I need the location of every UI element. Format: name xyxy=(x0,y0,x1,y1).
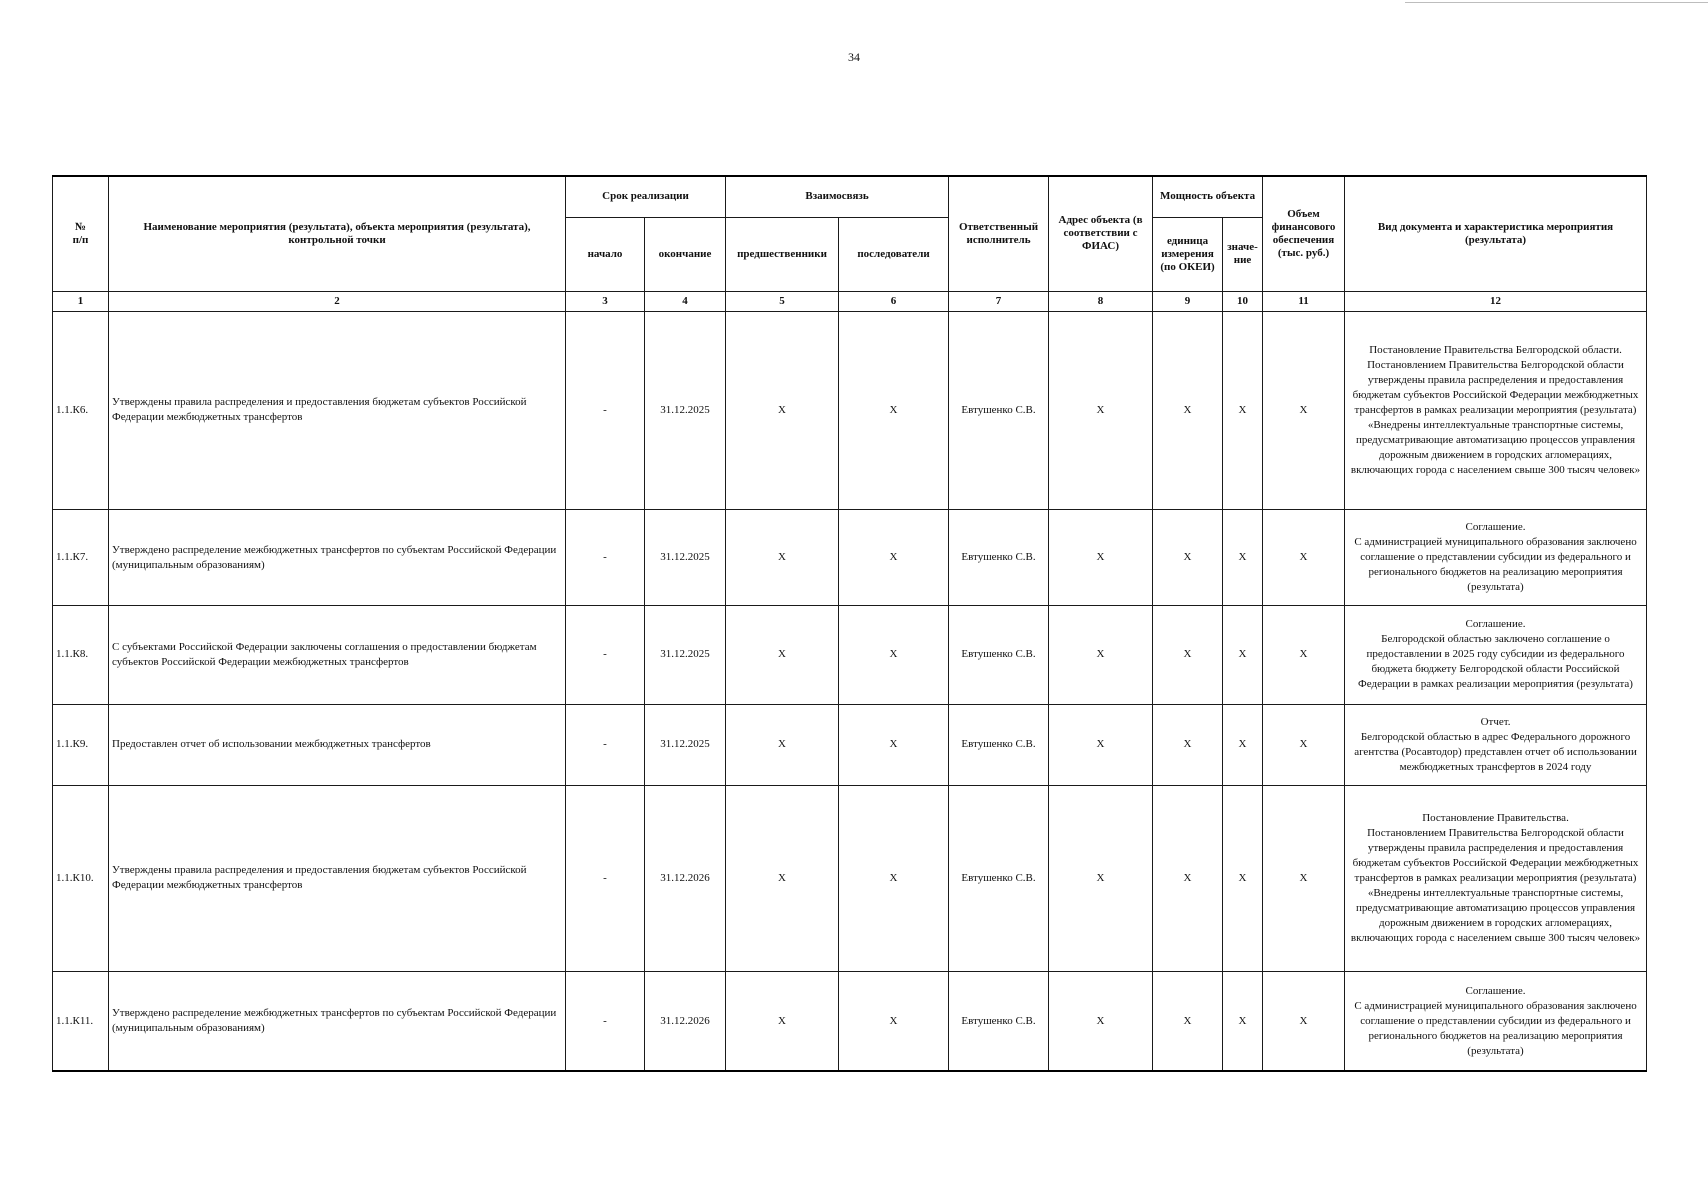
row-unit: X xyxy=(1153,785,1223,971)
header-link: Взаимосвязь xyxy=(726,176,949,217)
row-next: X xyxy=(839,704,949,785)
row-finance: X xyxy=(1263,510,1345,606)
row-value: X xyxy=(1223,311,1263,510)
header-term-end: окончание xyxy=(645,217,726,291)
header-finance: Объем финансового обеспечения (тыс. руб.) xyxy=(1263,176,1345,291)
row-prev: X xyxy=(726,606,839,704)
plan-table xyxy=(52,175,1647,1072)
row-end: 31.12.2026 xyxy=(645,972,726,1071)
top-rule xyxy=(1405,2,1708,3)
column-number: 1 xyxy=(53,291,109,311)
row-value: X xyxy=(1223,510,1263,606)
row-end: 31.12.2025 xyxy=(645,606,726,704)
table-row xyxy=(53,785,1647,971)
row-name: Предоставлен отчет об использовании межбюджетных трансфертов xyxy=(109,704,566,785)
column-number: 5 xyxy=(726,291,839,311)
row-value: X xyxy=(1223,606,1263,704)
row-number: 1.1.К11. xyxy=(53,972,109,1071)
row-address: X xyxy=(1049,785,1153,971)
row-start: - xyxy=(566,606,645,704)
row-unit: X xyxy=(1153,704,1223,785)
header-name: Наименование мероприятия (результата), объекта мероприятия (результата), контрольной точки xyxy=(109,176,566,291)
row-finance: X xyxy=(1263,785,1345,971)
row-prev: X xyxy=(726,972,839,1071)
row-prev: X xyxy=(726,311,839,510)
header-doc: Вид документа и характеристика мероприятия (результата) xyxy=(1345,176,1647,291)
row-end: 31.12.2025 xyxy=(645,311,726,510)
header-term-start: начало xyxy=(566,217,645,291)
header-term: Срок реализации xyxy=(566,176,726,217)
header-link-next: последователи xyxy=(839,217,949,291)
row-end: 31.12.2025 xyxy=(645,704,726,785)
row-finance: X xyxy=(1263,606,1345,704)
row-name: Утверждено распределение межбюджетных трансфертов по субъектам Российской Федерации (муниципальным образованиям) xyxy=(109,510,566,606)
header-address: Адрес объекта (в соответствии с ФИАС) xyxy=(1049,176,1153,291)
row-next: X xyxy=(839,606,949,704)
row-prev: X xyxy=(726,704,839,785)
row-number: 1.1.К9. xyxy=(53,704,109,785)
column-number: 8 xyxy=(1049,291,1153,311)
header-responsible: Ответственный исполнитель xyxy=(949,176,1049,291)
row-responsible: Евтушенко С.В. xyxy=(949,785,1049,971)
table-row xyxy=(53,311,1647,510)
row-start: - xyxy=(566,972,645,1071)
column-number: 6 xyxy=(839,291,949,311)
row-start: - xyxy=(566,510,645,606)
row-responsible: Евтушенко С.В. xyxy=(949,606,1049,704)
row-start: - xyxy=(566,704,645,785)
page-number: 34 xyxy=(848,50,860,64)
row-address: X xyxy=(1049,510,1153,606)
row-responsible: Евтушенко С.В. xyxy=(949,972,1049,1071)
row-name: Утверждено распределение межбюджетных трансфертов по субъектам Российской Федерации (муниципальным образованиям) xyxy=(109,972,566,1071)
table-row xyxy=(53,704,1647,785)
row-end: 31.12.2025 xyxy=(645,510,726,606)
row-start: - xyxy=(566,311,645,510)
row-value: X xyxy=(1223,704,1263,785)
row-unit: X xyxy=(1153,606,1223,704)
row-unit: X xyxy=(1153,311,1223,510)
header-capacity-value: значе-ние xyxy=(1223,217,1263,291)
header-capacity: Мощность объекта xyxy=(1153,176,1263,217)
row-finance: X xyxy=(1263,311,1345,510)
row-doc: Соглашение. Белгородской областью заключено соглашение о предоставлении в 2025 году субсидии из федерального бюджета бюджету Белгородской области Российской Федерации в рамках реализации мероприятия (результата) xyxy=(1345,606,1647,704)
row-responsible: Евтушенко С.В. xyxy=(949,311,1049,510)
table-row xyxy=(53,510,1647,606)
column-number: 7 xyxy=(949,291,1049,311)
row-value: X xyxy=(1223,785,1263,971)
row-doc: Отчет. Белгородской областью в адрес Федерального дорожного агентства (Росавтодор) представлен отчет об использовании межбюджетных трансфертов в 2024 году xyxy=(1345,704,1647,785)
row-doc: Постановление Правительства. Постановлением Правительства Белгородской области утверждены правила распределения и предоставления бюджетам субъектов Российской Федерации межбюджетных трансфертов в рамках реализации мероприятия (результата) «Внедрены интеллектуальные транспортные системы, предусматривающие автоматизацию процессов управления дорожным движением в городских агломерациях, включающих города с населением свыше 300 тысяч человек» xyxy=(1345,785,1647,971)
row-responsible: Евтушенко С.В. xyxy=(949,510,1049,606)
row-value: X xyxy=(1223,972,1263,1071)
row-prev: X xyxy=(726,785,839,971)
row-address: X xyxy=(1049,311,1153,510)
row-next: X xyxy=(839,785,949,971)
row-next: X xyxy=(839,510,949,606)
row-number: 1.1.К7. xyxy=(53,510,109,606)
table-row xyxy=(53,972,1647,1071)
row-finance: X xyxy=(1263,704,1345,785)
row-number: 1.1.К10. xyxy=(53,785,109,971)
header-num: № п/п xyxy=(53,176,109,291)
row-responsible: Евтушенко С.В. xyxy=(949,704,1049,785)
row-address: X xyxy=(1049,606,1153,704)
row-name: Утверждены правила распределения и предоставления бюджетам субъектов Российской Федерации межбюджетных трансфертов xyxy=(109,785,566,971)
row-prev: X xyxy=(726,510,839,606)
row-finance: X xyxy=(1263,972,1345,1071)
row-number: 1.1.К8. xyxy=(53,606,109,704)
row-address: X xyxy=(1049,972,1153,1071)
row-doc: Соглашение. С администрацией муниципального образования заключено соглашение о представлении субсидии из федерального и регионального бюджетов на реализацию мероприятия (результата) xyxy=(1345,972,1647,1071)
row-address: X xyxy=(1049,704,1153,785)
row-unit: X xyxy=(1153,972,1223,1071)
row-number: 1.1.К6. xyxy=(53,311,109,510)
row-name: Утверждены правила распределения и предоставления бюджетам субъектов Российской Федерации межбюджетных трансфертов xyxy=(109,311,566,510)
row-end: 31.12.2026 xyxy=(645,785,726,971)
header-capacity-unit: единица измерения (по ОКЕИ) xyxy=(1153,217,1223,291)
row-name: С субъектами Российской Федерации заключены соглашения о предоставлении бюджетам субъектов Российской Федерации межбюджетных трансфертов xyxy=(109,606,566,704)
column-number: 10 xyxy=(1223,291,1263,311)
row-next: X xyxy=(839,311,949,510)
column-number: 12 xyxy=(1345,291,1647,311)
row-start: - xyxy=(566,785,645,971)
column-number: 4 xyxy=(645,291,726,311)
column-number: 9 xyxy=(1153,291,1223,311)
row-next: X xyxy=(839,972,949,1071)
column-number: 3 xyxy=(566,291,645,311)
row-unit: X xyxy=(1153,510,1223,606)
header-link-prev: предшественники xyxy=(726,217,839,291)
column-number: 2 xyxy=(109,291,566,311)
row-doc: Постановление Правительства Белгородской области. Постановлением Правительства Белгородской области утверждены правила распределения и предоставления бюджетам субъектов Российской Федерации межбюджетных трансфертов в рамках реализации мероприятия (результата) «Внедрены интеллектуальные транспортные системы, предусматривающие автоматизацию процессов управления дорожным движением в городских агломерациях, включающих города с населением свыше 300 тысяч человек» xyxy=(1345,311,1647,510)
column-number: 11 xyxy=(1263,291,1345,311)
table-row xyxy=(53,606,1647,704)
row-doc: Соглашение. С администрацией муниципального образования заключено соглашение о представлении субсидии из федерального и регионального бюджетов на реализацию мероприятия (результата) xyxy=(1345,510,1647,606)
